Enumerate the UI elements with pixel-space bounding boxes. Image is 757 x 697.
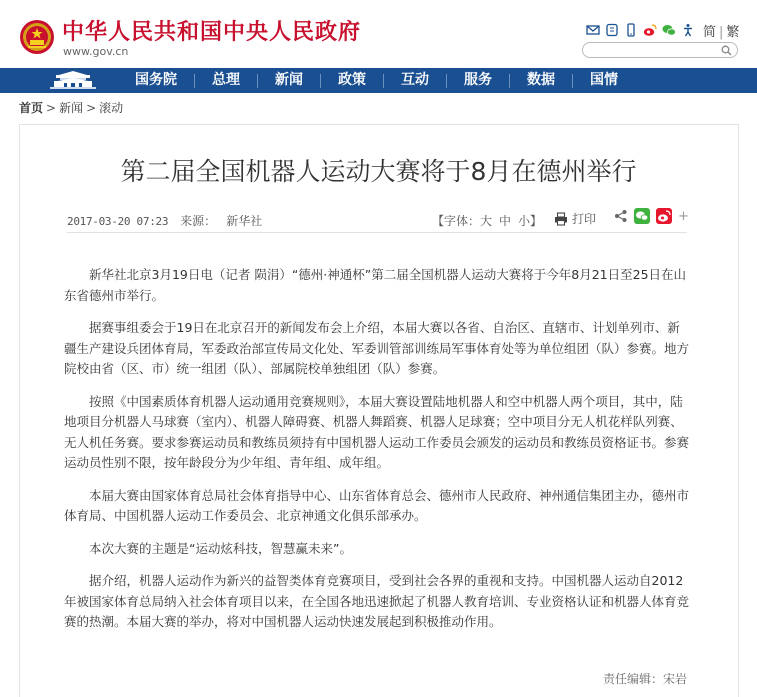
nav-item-state-council[interactable]: 国务院 [135,72,177,88]
paragraph: 据介绍，机器人运动作为新兴的益智类体育竞赛项目，受到社会各界的重视和支持。中国机器人运动自2012年被国家体育总局纳入社会体育项目以来，在全国各地迅速掀起了机器人教育培训、专业资格认证和机器人体育竞赛的热潮。本届大赛的举办，将对中国机器人运动快速发展起到积极推动作用。 [64,573,690,629]
responsible-editor: 责任编辑：宋岩 [603,672,688,686]
paragraph: 按照《中国素质体育机器人运动通用竞赛规则》，本届大赛设置陆地机器人和空中机器人两个项目，其中，陆地项目分机器人马球赛（室内）、机器人障碍赛、机器人舞蹈赛、机器人足球赛；空中项目分无人机花样队列赛、无人机任务赛。要求参赛运动员和教练员须持有中国机器人运动工作委员会颁发的运动员和教练员资格证书。参赛运动员性别不限，按年龄段分为少年组、青年组、成年组。 [64,393,690,470]
wechat-icon[interactable] [662,23,676,37]
more-share-icon[interactable]: + [678,208,689,224]
site-title[interactable]: 中华人民共和国中央人民政府 [62,20,362,45]
accessibility-icon[interactable] [681,23,695,37]
article-body [64,265,690,645]
national-emblem-icon[interactable] [19,18,55,56]
article-meta [67,212,274,229]
site-header [0,0,757,68]
font-medium-button[interactable]: 中 [499,214,512,228]
share-icon[interactable] [614,209,628,223]
nav-item-news[interactable]: 新闻 [275,72,303,88]
wechat-share-icon[interactable] [634,208,650,224]
breadcrumb-separator: > [46,101,57,115]
font-size-label: 【字体： [432,214,481,228]
meta-divider [67,232,687,233]
breadcrumb-news[interactable]: 新闻 [59,101,84,115]
nav-item-premier[interactable]: 总理 [212,72,240,88]
nav-item-data[interactable]: 数据 [527,72,555,88]
nav-item-national-info[interactable]: 国情 [590,72,618,88]
lang-separator: | [719,24,724,40]
paragraph: 本次大赛的主题是“运动炫科技，智慧赢未来”。 [89,540,352,556]
search-icon[interactable] [721,45,732,56]
breadcrumb-separator: > [86,101,97,115]
lang-traditional-link[interactable]: 繁 [726,24,740,40]
breadcrumb-scroll[interactable]: 滚动 [99,101,124,115]
paragraph: 本届大赛由国家体育总局社会体育指导中心、山东省体育总会、德州市人民政府、神州通信集团主办，德州市体育局、中国机器人运动工作委员会、北京神通文化俱乐部承办。 [64,487,690,523]
weibo-icon[interactable] [643,23,657,37]
printer-icon [554,212,568,226]
phone-icon[interactable] [624,23,638,37]
nav-item-policy[interactable]: 政策 [338,72,366,88]
paragraph: 新华社北京3月19日电（记者 陨涓）“德州·神通杯”第二届全国机器人运动大赛将于今年8月21日至25日在山东省德州市举行。 [64,267,687,303]
search-input[interactable] [582,42,738,58]
nav-item-services[interactable]: 服务 [464,72,492,88]
article-title: 第二届全国机器人运动大赛将于8月在德州举行 [120,157,637,186]
source-value: 新华社 [226,214,263,228]
tiananmen-icon [0,68,118,93]
font-small-button[interactable]: 小】 [518,214,543,228]
main-nav [0,68,757,93]
site-url: www.gov.cn [63,45,129,58]
font-size-control [432,212,542,229]
print-label: 打印 [572,212,597,226]
nav-item-interaction[interactable]: 互动 [401,72,429,88]
language-switch [703,21,739,40]
paragraph: 据赛事组委会于19日在北京召开的新闻发布会上介绍，本届大赛以各省、自治区、直辖市、计划单列市、新疆生产建设兵团体育局，军委政治部宣传局文化处、军委训管部训练局军事体育处等为单位组团（队）参赛。地方院校由省（区、市）统一组团（队）、部属院校单独组团（队）参赛。 [64,320,690,376]
weibo-share-icon[interactable] [656,208,672,224]
breadcrumb-home[interactable]: 首页 [19,101,44,115]
nav-logo[interactable] [0,68,118,93]
print-button[interactable] [554,210,596,227]
publish-time: 2017-03-20 07:23 [67,215,169,228]
share-bar [614,208,689,224]
source-label: 来源： [180,214,217,228]
font-large-button[interactable]: 大 [480,214,493,228]
breadcrumb [19,99,123,116]
lang-simplified-link[interactable]: 简 [703,24,717,40]
mail-icon[interactable] [586,23,600,37]
header-tools [586,22,739,38]
mobile-icon[interactable] [605,23,619,37]
